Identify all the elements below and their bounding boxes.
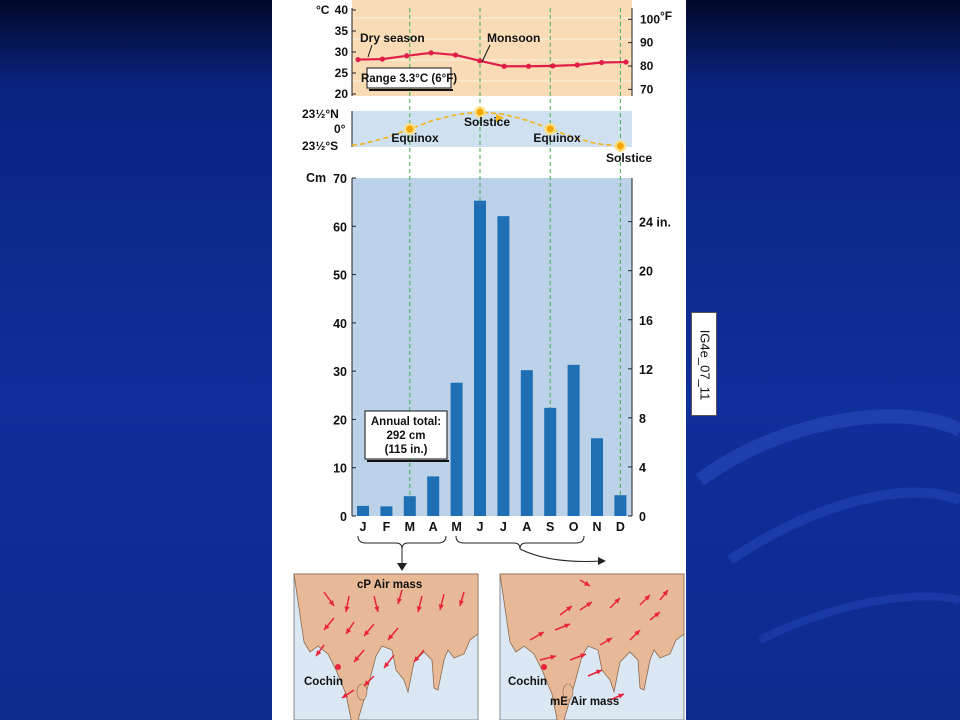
climate-figure [272,0,686,720]
wet-brace-arrow [520,549,602,562]
precip-tick-label-in: 16 [639,313,653,328]
precip-tick-label-cm: 0 [340,510,347,524]
precip-bar [474,201,486,516]
temperature-point [477,58,482,63]
precip-tick-label-cm: 20 [333,413,347,428]
temperature-point [355,57,360,62]
temp-tick-label-c: 20 [334,87,348,101]
temp-tick-label-f: 70 [640,82,654,97]
temperature-point [623,59,628,64]
sun-marker [617,143,624,150]
dry-season-map-cochin-marker [335,664,341,670]
temperature-point [550,63,555,68]
temperature-point [575,62,580,67]
month-label: M [404,520,416,534]
month-label: J [499,520,507,534]
annual-total-line2: 292 cm [386,430,426,442]
month-label: F [382,520,391,534]
annual-total-line3: (115 in.) [384,444,428,456]
dry-brace [358,536,446,549]
month-label: N [592,520,602,534]
temperature-point [380,57,385,62]
month-label: J [476,520,484,534]
precip-bar [614,495,626,516]
figure-caption [691,312,717,416]
temperature-point [453,52,458,57]
temperature-point [526,64,531,69]
precip-tick-label-cm: 70 [333,172,347,186]
lat-zero-label: 0° [334,122,346,136]
range-label: Range 3.3°C (6°F) [360,73,458,85]
temp-tick-label-c: 30 [334,45,348,59]
caption-text: IG4e_07_11 [697,329,713,401]
temp-tick-label-f: 80 [640,59,654,73]
precip-tick-label-in: 4 [639,460,646,475]
precip-bar [568,365,580,516]
month-label: D [615,520,625,534]
temp-unit-f: °F [660,9,673,23]
temp-tick-label-c: 40 [334,3,348,17]
dry-brace-arrowhead [397,563,407,571]
left-airmass-label: cP Air mass [357,579,423,591]
precip-bar [451,383,463,516]
wet-brace-arrowhead [598,557,606,565]
precip-bar [427,476,439,516]
temp-tick-label-f: 100 [640,12,661,27]
temperature-point [404,53,409,58]
month-label: O [568,520,579,534]
temperature-point [428,50,433,55]
dry-season-label: Dry season [360,31,425,45]
precip-tick-label-cm: 50 [333,268,347,283]
sun-event-label: Solstice [463,115,511,129]
precip-tick-label-in: 12 [639,362,653,377]
month-label: M [451,520,462,534]
precip-unit-cm: Cm [306,171,327,185]
right-city-label: Cochin [508,676,547,688]
precip-tick-label-cm: 40 [333,316,347,331]
month-label: A [428,520,438,534]
monsoon-label: Monsoon [487,31,541,45]
precip-tick-label-cm: 60 [333,220,347,235]
precip-bar [544,408,556,516]
month-label: J [359,520,367,534]
precip-bar [380,506,392,516]
precip-tick-label-cm: 30 [333,365,347,380]
month-label: S [546,520,555,534]
temperature-point [599,60,604,65]
temp-unit-c: °C [316,3,330,17]
lat-north-label: 23½°N [302,107,339,121]
temperature-point [502,64,507,69]
monsoon-map-cochin-marker [541,664,547,670]
precip-tick-label-in: 8 [639,411,646,426]
left-city-label: Cochin [304,676,343,688]
precip-bar [591,438,603,516]
lat-south-label: 23½°S [302,139,339,153]
precip-bar [521,370,533,516]
sun-event-label: Equinox [533,131,581,145]
annual-total-line1: Annual total: [370,416,442,428]
dry-season-map-sri-lanka [357,684,367,700]
precip-tick-label-cm: 10 [333,461,347,476]
right-airmass-label: mE Air mass [550,696,620,708]
wet-brace [456,536,584,549]
sun-event-label: Equinox [391,131,439,145]
precip-bar [497,216,509,516]
sun-event-label: Solstice [605,151,653,165]
precip-tick-label-in: 20 [639,264,653,279]
precipitation-band [352,178,632,516]
temp-tick-label-c: 25 [334,66,348,80]
precip-bar [404,496,416,516]
temp-tick-label-f: 90 [640,35,654,50]
precip-bar [357,506,369,516]
temp-tick-label-c: 35 [334,24,348,38]
precip-tick-label-in: 24 in. [639,215,671,230]
month-label: A [522,520,532,534]
precip-tick-label-in: 0 [639,510,646,524]
